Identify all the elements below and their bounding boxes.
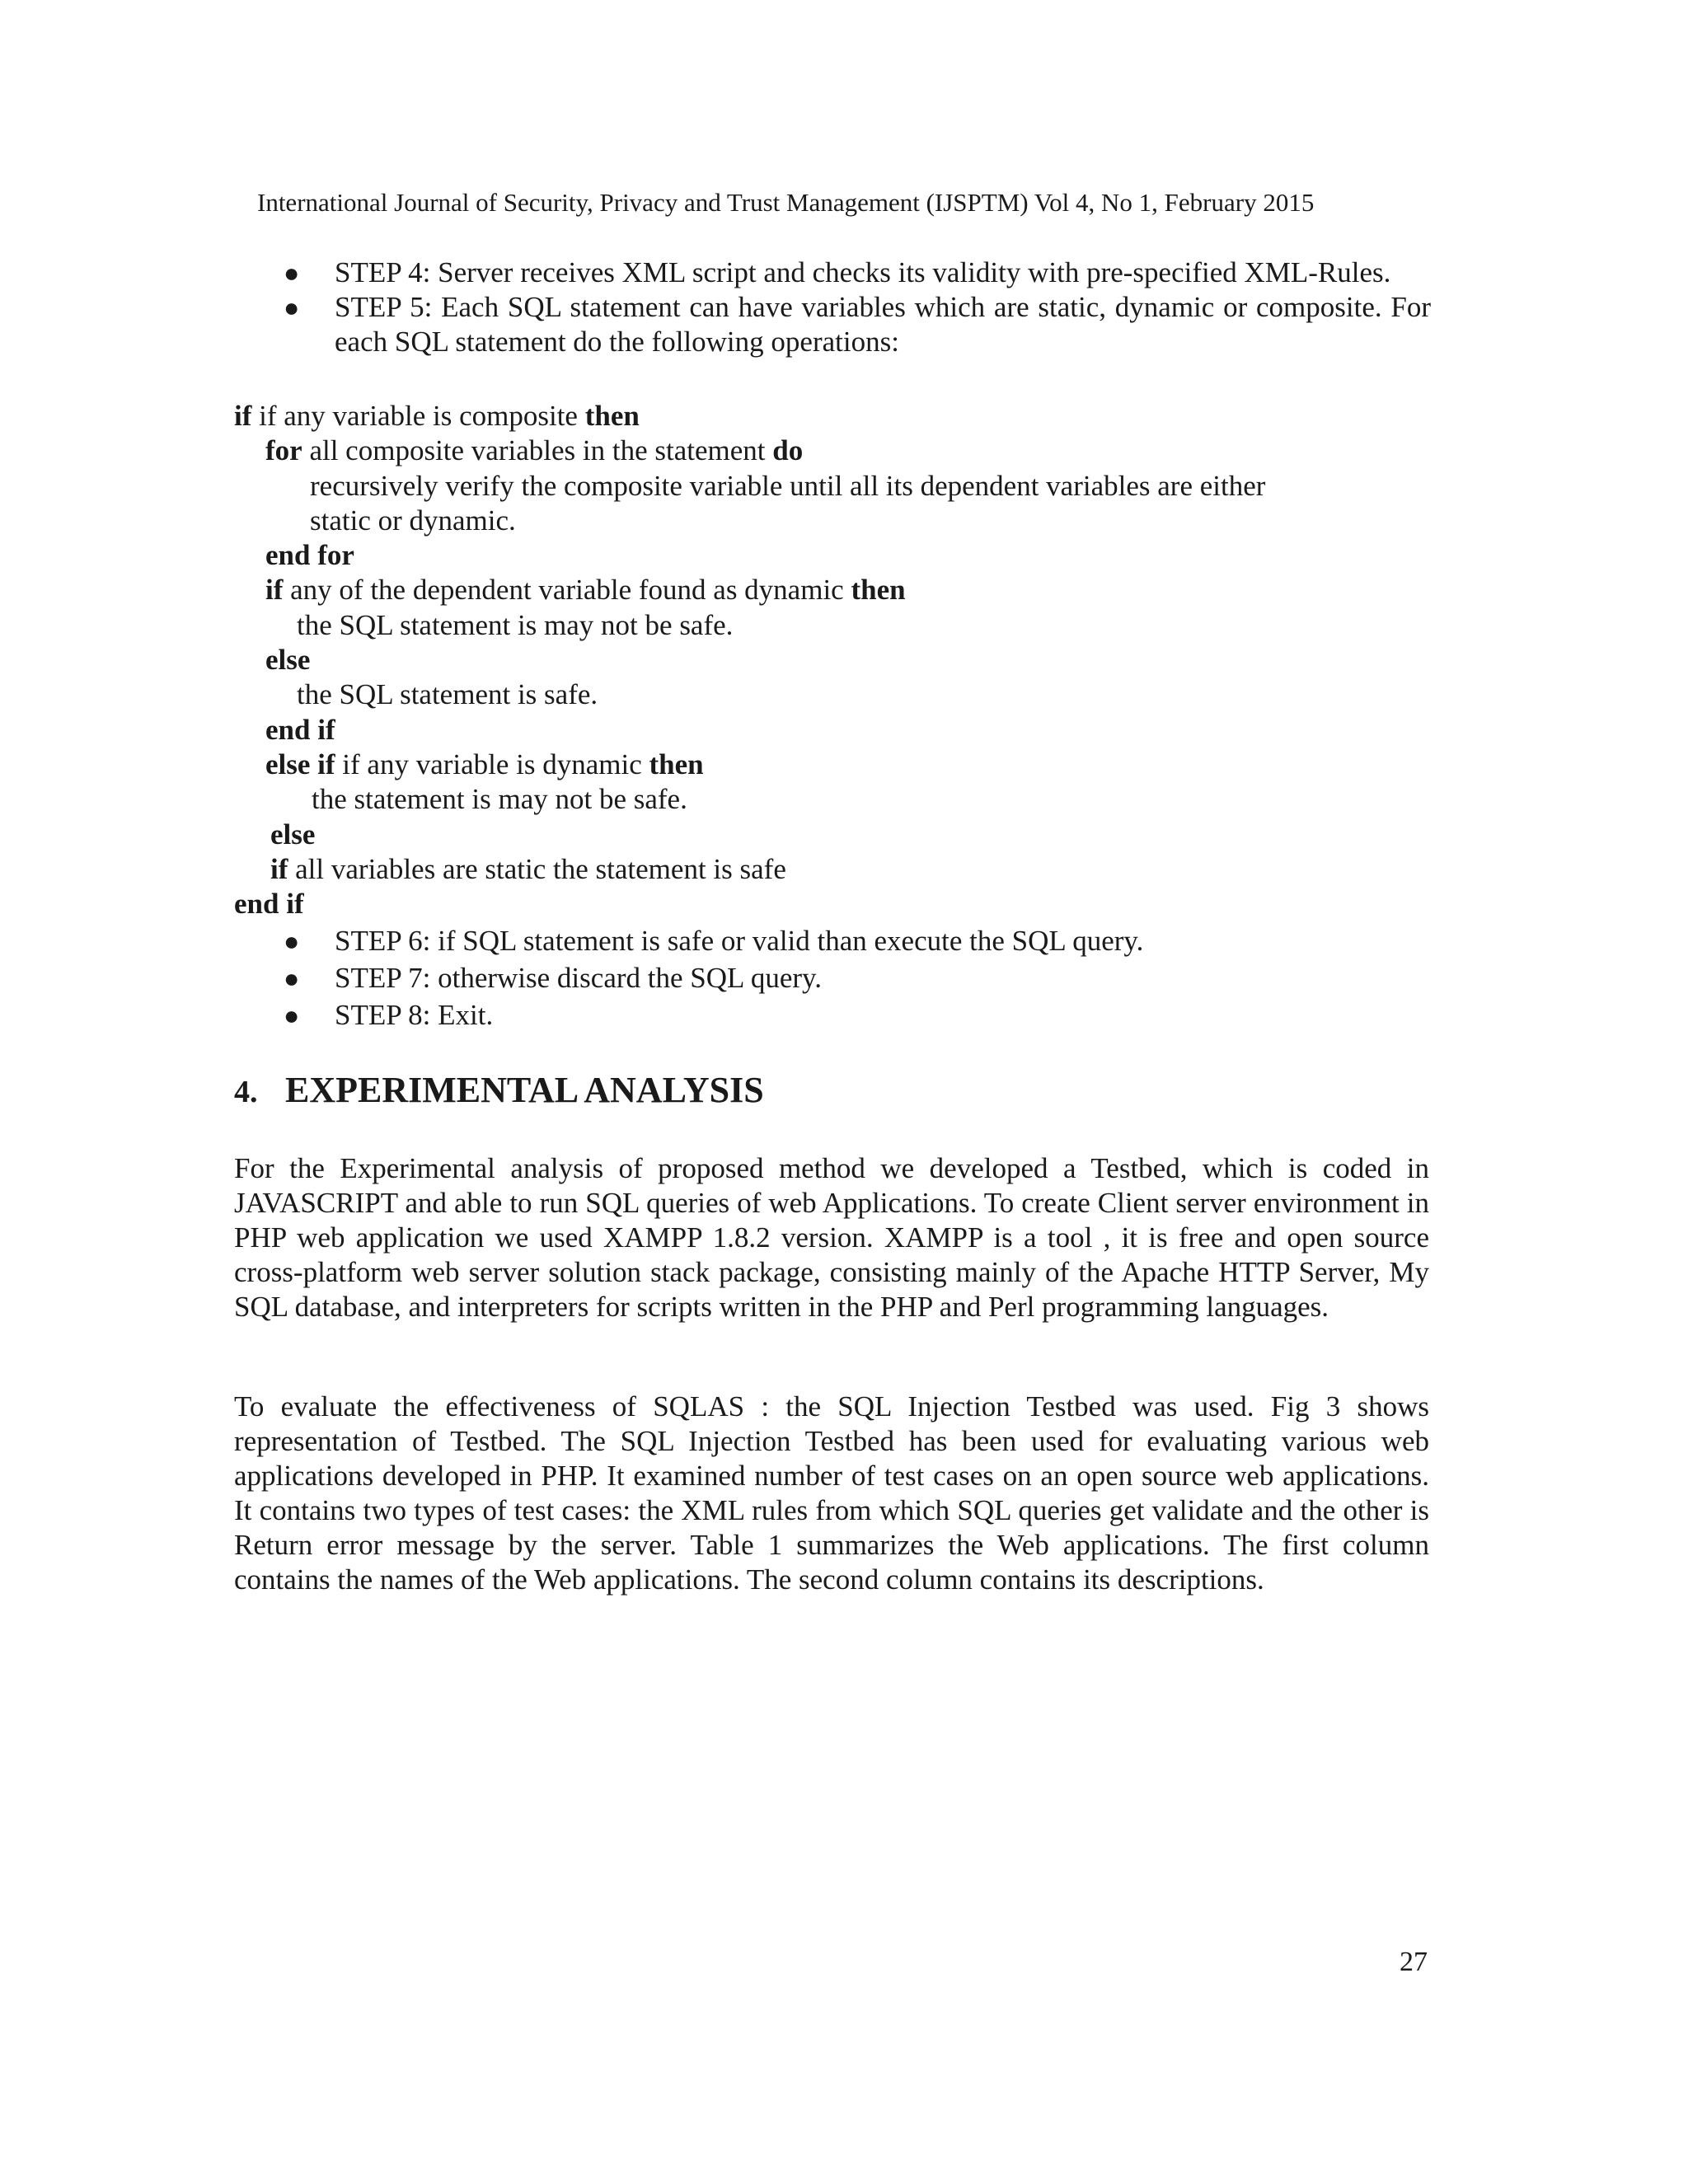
bullet-icon: ● <box>284 1001 300 1030</box>
keyword: if <box>265 574 284 607</box>
step-list-top <box>0 255 1688 359</box>
code-line: if all variables are static the statement is safe <box>270 852 786 885</box>
code-line <box>234 713 1470 748</box>
keyword: else <box>270 818 316 851</box>
keyword: else <box>265 644 311 677</box>
keyword: do <box>772 434 804 467</box>
keyword: for <box>265 434 302 467</box>
code-line: if any of the dependent variable found as dynamic then <box>265 574 906 607</box>
step-text: STEP 4: Server receives XML script and checks its validity with pre-specified XML-Rules. <box>335 256 1391 288</box>
list-item <box>284 998 1431 1035</box>
list-item <box>284 255 1431 290</box>
keyword: then <box>649 748 704 780</box>
list-item <box>284 924 1431 961</box>
code-line: for all composite variables in the statement do <box>265 434 804 467</box>
code-line: static or dynamic. <box>310 504 516 537</box>
bullet-icon: ● <box>284 258 300 288</box>
keyword: then <box>584 400 640 432</box>
paragraph: For the Experimental analysis of proposed method we developed a Testbed, which is coded in JAVASCRIPT and able to run SQL queries of web Applications. To create Client server environment in PHP web application we used XAMPP 1.8.2 version. XAMPP is a tool , it is free and open source cross-platform web server solution stack package, consisting mainly of the Apache HTTP Server, My SQL database, and interpreters for scripts written in the PHP and Perl programming languages. <box>234 1152 1429 1323</box>
keyword: if <box>234 400 252 432</box>
code-line <box>234 818 1470 852</box>
keyword: end if <box>265 713 335 746</box>
code-line <box>234 643 1470 677</box>
code-line: recursively verify the composite variable until all its dependent variables are either <box>310 469 1266 502</box>
keyword: end for <box>265 539 354 572</box>
bullet-icon: ● <box>284 926 300 956</box>
code-line: the SQL statement is may not be safe. <box>297 608 734 641</box>
keyword: else if <box>265 748 335 780</box>
list-item <box>284 290 1431 359</box>
bullet-icon: ● <box>284 963 300 993</box>
list-item <box>284 961 1431 998</box>
step-text: STEP 5: Each SQL statement can have variables which are static, dynamic or composite. For each SQL statement do the following operations: <box>335 291 1431 358</box>
step-text: STEP 8: Exit. <box>335 999 494 1031</box>
keyword: then <box>851 574 906 607</box>
section-title: EXPERIMENTAL ANALYSIS <box>285 1070 764 1110</box>
code-line: if if any variable is composite then <box>234 400 640 432</box>
page-number: 27 <box>1400 1947 1428 1977</box>
keyword: if <box>270 852 288 885</box>
step-text: STEP 7: otherwise discard the SQL query. <box>335 962 823 994</box>
section-number: 4. <box>234 1075 258 1109</box>
code-line: the SQL statement is safe. <box>297 678 598 711</box>
running-header: International Journal of Security, Privacy and Trust Management (IJSPTM) Vol 4, No 1, February 2015 <box>257 188 1315 217</box>
step-list-bottom <box>0 924 1688 1035</box>
step-text: STEP 6: if SQL statement is safe or valid than execute the SQL query. <box>335 925 1144 957</box>
bullet-icon: ● <box>284 293 300 322</box>
algorithm-block <box>234 399 1470 921</box>
paragraph: To evaluate the effectiveness of SQLAS : the SQL Injection Testbed was used. Fig 3 shows representation of Testbed. The SQL Injection Testbed has been used for evaluating various web applications developed in PHP. It examined number of test cases on an open source web applications. It contains two types of test cases: the XML rules from which SQL queries get validate and the other is Return error message by the server. Table 1 summarizes the Web applications. The first column contains the names of the Web applications. The second column contains its descriptions. <box>234 1390 1429 1596</box>
code-line: the statement is may not be safe. <box>312 783 687 816</box>
code-line <box>234 887 1470 921</box>
keyword: end if <box>234 888 304 921</box>
section-heading <box>234 1067 764 1115</box>
code-line: else if if any variable is dynamic then <box>265 748 704 780</box>
code-line <box>234 538 1470 573</box>
